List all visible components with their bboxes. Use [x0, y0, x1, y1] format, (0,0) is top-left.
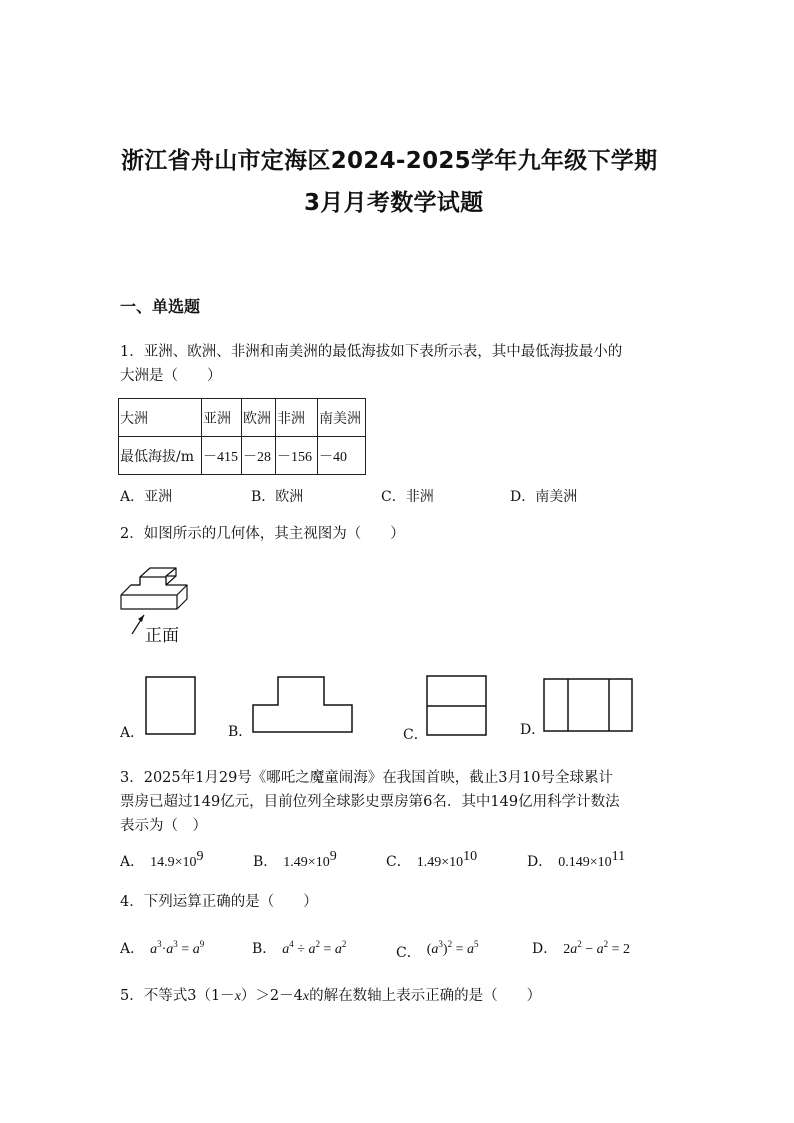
- math-token: =: [323, 942, 332, 957]
- q3-option-b: [253, 851, 337, 871]
- math-token: ): [442, 942, 448, 957]
- front-label: 正面: [145, 626, 179, 646]
- table-cell: －415: [202, 437, 242, 475]
- expression: [150, 939, 205, 957]
- exponent: 10: [463, 849, 478, 864]
- table-cell: 非洲: [276, 399, 318, 437]
- math-token: −: [585, 942, 594, 957]
- q3-option-a: [120, 851, 204, 871]
- table-cell: －156: [276, 437, 318, 475]
- q2-option-a-label: A．: [120, 725, 145, 741]
- option-label: B．: [252, 941, 277, 957]
- table-cell: 大洲: [119, 399, 202, 437]
- q2-option-c-label: C．: [403, 727, 428, 743]
- math-token: 3: [157, 939, 162, 949]
- times-sign: ×: [307, 855, 316, 870]
- mantissa: 1.49: [283, 855, 308, 870]
- option-label: B．: [253, 854, 278, 870]
- math-token: a: [431, 942, 439, 957]
- q5-text: 5．不等式3（1－: [120, 988, 235, 1004]
- table-header-row: [119, 399, 366, 437]
- q4-option-a: [120, 938, 204, 958]
- math-token: 2: [623, 942, 631, 957]
- math-token: 2: [563, 942, 571, 957]
- exponent: 9: [196, 849, 204, 864]
- table-cell: 南美洲: [318, 399, 366, 437]
- q3-stem-line3: 表示为（ ）: [120, 818, 207, 834]
- math-token: a: [282, 942, 290, 957]
- math-token: 2: [577, 939, 582, 949]
- math-token: a: [150, 942, 158, 957]
- q4-option-c: [396, 938, 479, 961]
- option-label: A．: [120, 941, 145, 957]
- q1-option-b: B．欧洲: [251, 489, 304, 505]
- q5-text: ）＞2－4: [240, 988, 303, 1004]
- q2-solid-figure: [118, 564, 192, 614]
- q3-stem-line2: 票房已超过149亿元，目前位列全球影史票房第6名．其中149亿用科学计数法: [120, 794, 620, 810]
- q1-option-c: C．非洲: [381, 489, 434, 505]
- q4-option-d: [532, 938, 630, 958]
- q4-stem: 4．下列运算正确的是（ ）: [120, 894, 318, 910]
- math-token: a: [166, 942, 174, 957]
- base: 10: [597, 855, 612, 870]
- table-cell: 亚洲: [202, 399, 242, 437]
- option-label: D．: [527, 854, 553, 870]
- page-title-line1: 浙江省舟山市定海区2024-2025学年九年级下学期: [121, 148, 658, 174]
- base: 10: [315, 855, 330, 870]
- q1-option-a: A．亚洲: [120, 489, 173, 505]
- exponent: 11: [611, 849, 626, 864]
- math-token: ·: [161, 942, 167, 957]
- q5-text: 的解在数轴上表示正确的是（ ）: [309, 988, 542, 1004]
- times-sign: ×: [441, 855, 450, 870]
- q2-stem: 2．如图所示的几何体，其主视图为（ ）: [120, 526, 405, 542]
- math-token: 4: [289, 939, 294, 949]
- math-token: =: [611, 942, 620, 957]
- q1-option-d: D．南美洲: [510, 489, 578, 505]
- q5-var: x: [234, 989, 241, 1004]
- times-sign: ×: [589, 855, 598, 870]
- q1-stem-line1: 1．亚洲、欧洲、非洲和南美洲的最低海拔如下表所示表，其中最低海拔最小的: [120, 344, 623, 360]
- math-token: a: [192, 942, 200, 957]
- q1-stem-line2: 大洲是（ ）: [120, 368, 222, 384]
- math-token: a: [466, 942, 474, 957]
- table-cell: －40: [318, 437, 366, 475]
- q2-option-d-figure: [543, 678, 635, 733]
- q5-stem: [120, 984, 541, 1009]
- option-label: D．: [532, 941, 558, 957]
- q2-option-d-label: D．: [520, 722, 546, 738]
- q2-option-c-figure: [426, 675, 488, 737]
- q3-stem-line1: 3．2025年1月29号《哪吒之魔童闹海》在我国首映，截止3月10号全球累计: [120, 770, 613, 786]
- expression: [563, 939, 631, 957]
- expression: [282, 939, 347, 957]
- mantissa: 1.49: [416, 855, 442, 870]
- math-token: ÷: [297, 942, 305, 957]
- table-cell: 欧洲: [242, 399, 276, 437]
- mantissa: 0.149: [558, 855, 590, 870]
- option-label: C．: [386, 854, 411, 870]
- q1-altitude-table: [118, 398, 366, 475]
- math-token: a: [308, 942, 316, 957]
- q2-option-b-label: B．: [228, 724, 253, 740]
- mantissa: 14.9: [150, 855, 175, 870]
- q3-option-c: [386, 851, 477, 871]
- q5-var: x: [302, 989, 310, 1004]
- table-cell: 最低海拔/m: [119, 437, 202, 475]
- option-label: C．: [396, 945, 421, 961]
- math-token: a: [596, 942, 604, 957]
- math-token: a: [570, 942, 578, 957]
- math-token: 3: [173, 939, 178, 949]
- q3-option-d: [527, 851, 625, 871]
- page-title-line2: 3月月考数学试题: [304, 190, 484, 216]
- math-token: 9: [199, 939, 205, 949]
- expression: [426, 939, 479, 957]
- option-label: A．: [120, 854, 145, 870]
- q2-option-b-figure: [252, 676, 354, 734]
- base: 10: [182, 855, 197, 870]
- table-row: [119, 437, 366, 475]
- math-token: 3: [438, 939, 443, 949]
- math-token: 2: [315, 939, 320, 949]
- q4-option-b: [252, 938, 346, 958]
- times-sign: ×: [174, 855, 183, 870]
- table-cell: －28: [242, 437, 276, 475]
- math-token: a: [334, 942, 342, 957]
- base: 10: [449, 855, 464, 870]
- math-token: =: [455, 942, 464, 957]
- math-token: 2: [447, 939, 453, 949]
- section-heading: 一、单选题: [120, 297, 201, 316]
- q2-option-a-figure: [145, 676, 197, 736]
- math-token: 5: [473, 939, 479, 949]
- math-token: 2: [341, 939, 347, 949]
- exponent: 9: [329, 849, 337, 864]
- math-token: (: [426, 942, 432, 957]
- math-token: 2: [603, 939, 609, 949]
- math-token: =: [181, 942, 190, 957]
